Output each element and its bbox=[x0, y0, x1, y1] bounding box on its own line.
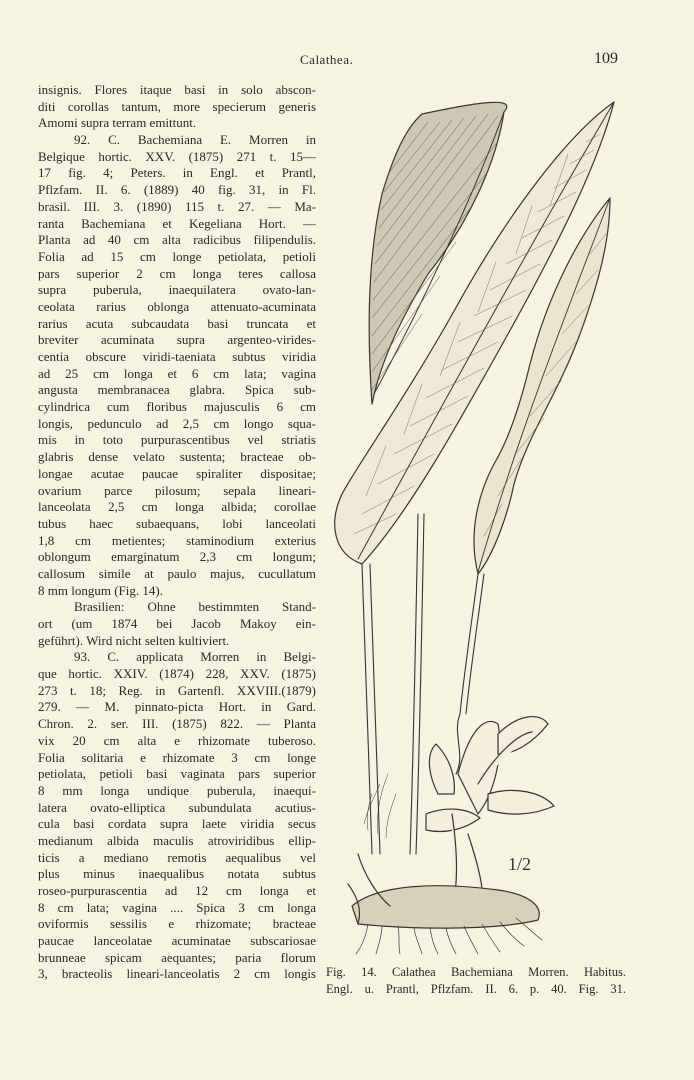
text-line: angusta membranacea glabra. Spica sub- bbox=[38, 382, 316, 398]
text-line: ort (um 1874 bei Jacob Makoy ein- bbox=[38, 616, 316, 631]
text-line: paucae lanceolatae acuminatae subscariosae bbox=[38, 933, 316, 949]
species-92-heading: 92. C. Bachemiana E. Morren in bbox=[74, 132, 316, 148]
text-line: brunneae spicam aequantes; paria florum bbox=[38, 949, 316, 965]
text-line: diti corollas tantum, more specierum generis bbox=[38, 98, 316, 114]
text-line: 8 mm longum (Fig. 14). bbox=[38, 582, 163, 598]
species-93-heading: 93. C. applicata Morren in Belgi- bbox=[74, 649, 316, 665]
text-line: breviter acuminata supra argenteo-virides- bbox=[38, 332, 316, 348]
text-line: Folia ad 15 cm longe petiolata, petioli bbox=[38, 248, 316, 264]
page-number: 109 bbox=[594, 50, 618, 67]
text-line: lanceolata 2,5 cm longa albida; corollae bbox=[38, 499, 316, 515]
text-line: Planta ad 40 cm alta radicibus filipendulis. bbox=[38, 232, 316, 248]
petioles bbox=[362, 514, 484, 854]
text-line: Belgique hortic. XXV. (1875) 271 t. 15— bbox=[38, 148, 316, 164]
text-line: 8 mm longa undique puberula, inaequi- bbox=[38, 782, 316, 798]
text-line: plus minus inaequalibus notata subtus bbox=[38, 866, 316, 882]
scale-label: 1/2 bbox=[508, 854, 532, 874]
text-line: callosum simile at paulo majus, cucullatum bbox=[38, 565, 316, 581]
text-line: oviformis sessilis e rhizomate; bracteae bbox=[38, 916, 316, 932]
plant-illustration bbox=[318, 94, 622, 956]
running-head bbox=[0, 50, 694, 70]
text-line: 17 fig. 4; Peters. in Engl. et Prantl, bbox=[38, 165, 316, 181]
text-line: ticis a mediano remotis aequalibus vel bbox=[38, 849, 316, 865]
text-line: Chron. 2. ser. III. (1875) 822. — Planta bbox=[38, 716, 316, 732]
text-line: cula basi cordata supra laete viridia secus bbox=[38, 816, 316, 832]
figure-caption bbox=[326, 964, 626, 998]
text-line: 279. — M. pinnato-picta Hort. in Gard. bbox=[38, 699, 316, 715]
text-line: roseo-purpurascentia ad 12 cm longa et bbox=[38, 883, 316, 898]
text-line: mis in toto purpurascentibus vel striatis bbox=[38, 432, 316, 448]
text-line: ranta Bachemiana et Kegeliana Hort. — bbox=[38, 215, 316, 231]
text-line: ad 25 cm longa et 6 cm lata; vagina bbox=[38, 365, 316, 381]
text-line: longae acutae paucae spiraliter dispositae; bbox=[38, 465, 316, 481]
text-line: Amomi supra terram emittunt. bbox=[38, 115, 197, 131]
text-column bbox=[38, 82, 316, 983]
text-line: Folia solitaria e rhizomate 3 cm longe bbox=[38, 749, 316, 765]
caption-line: Engl. u. Prantl, Pflzfam. II. 6. p. 40. Fig. 31. bbox=[326, 982, 626, 996]
text-line: vix 20 cm alta e rhizomate tuberoso. bbox=[38, 732, 316, 748]
text-line: latera ovato-elliptica subundulata acutius- bbox=[38, 799, 316, 815]
text-line: longis, pedunculo ad 2,5 cm longo squa- bbox=[38, 415, 316, 431]
running-title: Calathea. bbox=[300, 52, 354, 67]
text-line: tubus haec subaequans, lobi lanceolati bbox=[38, 515, 316, 531]
text-line: Pflzfam. II. 6. (1889) 40 fig. 31, in Fl. bbox=[38, 182, 316, 198]
text-line: 8 cm lata; vagina .... Spica 3 cm longa bbox=[38, 899, 316, 915]
text-line: ceolata rarius oblonga attenuato-acuminata bbox=[38, 298, 316, 314]
text-line: 3, bracteolis lineari-lanceolatis 2 cm longis bbox=[38, 966, 316, 982]
text-line: centia obscure viridi-taeniata subtus viridia bbox=[38, 349, 316, 364]
caption-line: Fig. 14. Calathea Bachemiana Morren. Habitus. bbox=[326, 965, 626, 979]
text-line: que hortic. XXIV. (1874) 228, XXV. (1875) bbox=[38, 666, 316, 682]
text-line: supra puberula, inaequilatera ovato-lan- bbox=[38, 282, 316, 298]
text-line: insignis. Flores itaque basi in solo abscon- bbox=[38, 82, 316, 97]
text-line: 1,8 cm metientes; staminodium exterius bbox=[38, 532, 316, 548]
text-line: ovarium parce pilosum; sepala lineari- bbox=[38, 482, 316, 498]
text-line: 273 t. 18; Reg. in Gartenfl. XXVIII.(1879) bbox=[38, 682, 316, 698]
text-line: rarius acuta subcaudata basi truncata et bbox=[38, 315, 316, 331]
text-line: oblongum emarginatum 2,3 cm longum; bbox=[38, 549, 316, 565]
flower-cluster bbox=[426, 717, 554, 914]
text-line: cylindrica cum floribus majusculis 6 cm bbox=[38, 399, 316, 415]
text-line: pars superior 2 cm longa teres callosa bbox=[38, 265, 316, 281]
text-line: petiolata, petioli basi vaginata pars superior bbox=[38, 766, 316, 782]
text-line: brasil. III. 3. (1890) 115 t. 27. — Ma- bbox=[38, 198, 316, 214]
text-line: glabris dense velato sustenta; bracteae ob- bbox=[38, 449, 316, 465]
text-line: medianum albida maculis atroviridibus ellip- bbox=[38, 832, 316, 848]
text-line: geführt). Wird nicht selten kultiviert. bbox=[38, 632, 230, 648]
distribution-line: Brasilien: Ohne bestimmten Stand- bbox=[74, 599, 316, 615]
